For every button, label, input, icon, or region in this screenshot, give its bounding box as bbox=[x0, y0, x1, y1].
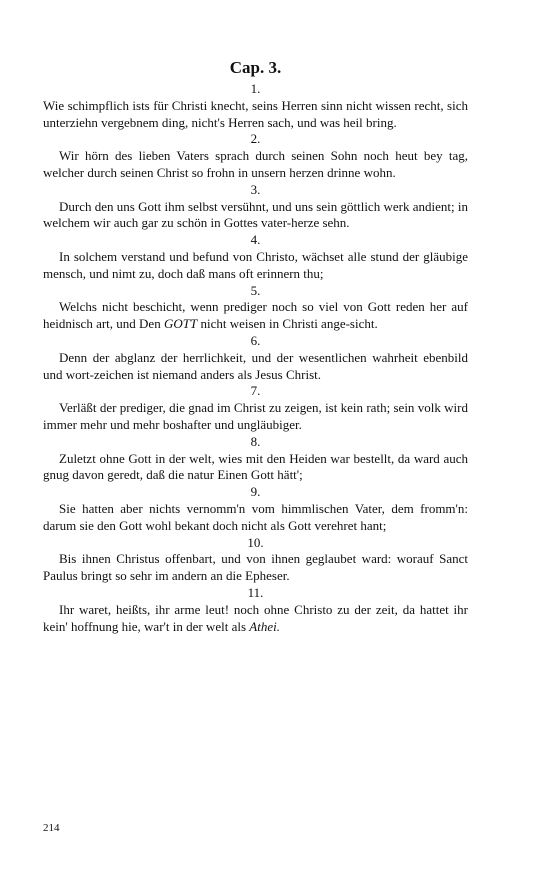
verse-text: Bis ihnen Christus offenbart, und von ihnen geglaubet ward: worauf Sanct Paulus bringt so sehr im andern an die Epheser. bbox=[43, 551, 468, 584]
verse-6 bbox=[43, 333, 468, 383]
verse-text bbox=[43, 299, 468, 333]
verse-3 bbox=[43, 182, 468, 232]
verse-text: Verläßt der prediger, die gnad im Christ zu zeigen, ist kein rath; sein volk wird immer mehr und mehr boshafter und ungläubiger. bbox=[43, 400, 468, 432]
verse-9 bbox=[43, 484, 468, 534]
verse-text: Zuletzt ohne Gott in der welt, wies mit den Heiden war bestellt, da ward auch gnug davon geredt, daß die natur Einen Gott hätt'; bbox=[43, 450, 468, 483]
verse-11 bbox=[43, 585, 468, 635]
verse-text-part: nicht weisen in Christi ange-sicht. bbox=[197, 316, 378, 332]
verse-text: Denn der abglanz der herrlichkeit, und der wesentlichen wahrheit ebenbild und wort-zeichen ist niemand anders als Jesus Christ. bbox=[43, 349, 468, 382]
page-number: 214 bbox=[43, 822, 60, 834]
verse-1 bbox=[43, 81, 468, 131]
verse-number: 8. bbox=[250, 433, 261, 449]
verse-text-part: Ihr waret, heißts, ihr arme leut! noch ohne Christo zu der zeit, da hattet ihr kein' hoffnung hie, war't in der welt als bbox=[43, 601, 468, 634]
verse-text-italic: GOTT bbox=[163, 316, 198, 332]
verse-8 bbox=[43, 434, 468, 484]
verse-text bbox=[43, 602, 468, 636]
page-body bbox=[43, 0, 468, 635]
verse-text: Durch den uns Gott ihm selbst versühnt, und uns sein göttlich werk andient; in welchem wir auch gar zu schön in Gottes vater-herze sehn. bbox=[43, 198, 468, 231]
verse-5 bbox=[43, 283, 468, 333]
verse-number: 7. bbox=[250, 383, 261, 399]
verse-4 bbox=[43, 232, 468, 282]
verse-10 bbox=[43, 535, 468, 585]
verse-text: In solchem verstand und befund von Christo, wächset alle stund der gläubige mensch, und nimt zu, doch daß mans oft erinnern thu; bbox=[43, 248, 468, 281]
verse-2 bbox=[43, 131, 468, 181]
verse-text: Wir hörn des lieben Vaters sprach durch seinen Sohn noch heut bey tag, welcher durch seinen Christ so frohn in unsern herzen drinne wohn. bbox=[43, 148, 468, 180]
chapter-title: Cap. 3. bbox=[229, 58, 282, 77]
verse-number: 2. bbox=[250, 131, 261, 147]
verse-number: 6. bbox=[250, 332, 261, 348]
verse-text: Sie hatten aber nichts vernomm'n vom himmlischen Vater, dem fromm'n: darum sie den Gott wohl bekant doch nicht als Gott verehret hant; bbox=[43, 500, 468, 533]
verse-number: 11. bbox=[247, 584, 264, 600]
verse-number: 4. bbox=[250, 232, 261, 248]
verse-text: Wie schimpflich ists für Christi knecht, seins Herren sinn nicht wissen recht, sich unterziehn vergebnem ding, nicht's Herren sach, und was heil bring. bbox=[43, 97, 468, 130]
verse-number: 5. bbox=[250, 282, 261, 298]
verse-text-italic: Athei. bbox=[249, 618, 280, 634]
verse-number: 10. bbox=[247, 534, 264, 550]
verse-7 bbox=[43, 383, 468, 433]
verse-number: 1. bbox=[250, 81, 261, 96]
verse-text-part: Welchs nicht beschicht, wenn prediger noch so viel von Gott reden her auf heidnisch art, und Den bbox=[43, 299, 468, 332]
verse-number: 9. bbox=[250, 484, 261, 500]
verse-number: 3. bbox=[250, 181, 261, 197]
